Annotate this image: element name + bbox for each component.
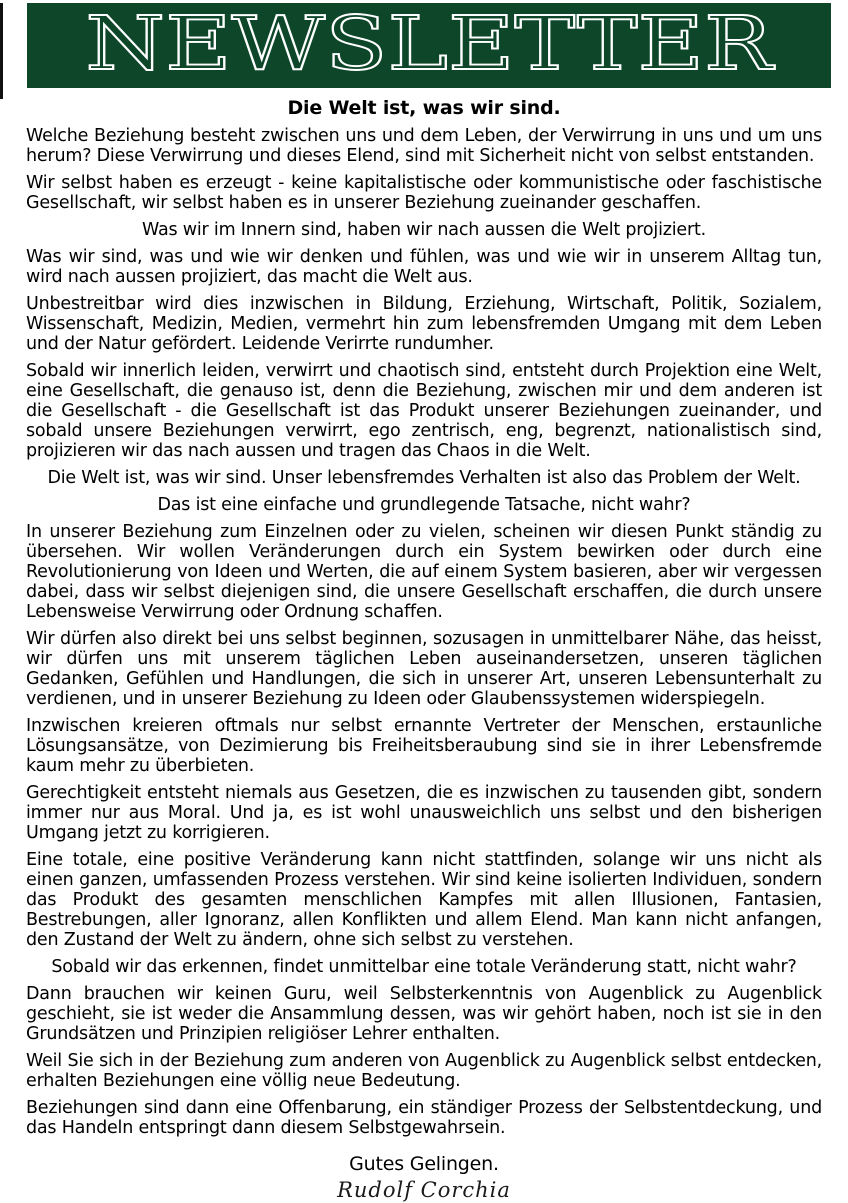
newsletter-wordmark-text: NEWSLETTER (85, 3, 776, 87)
paragraph: Wir selbst haben es erzeugt - keine kapitalistische oder kommunistische oder faschistische Gesellschaft, wir selbst haben es in unserer Beziehung zueinander geschaffen. (26, 173, 822, 213)
paragraph: In unserer Beziehung zum Einzelnen oder zu vielen, scheinen wir diesen Punkt ständig zu übersehen. Wir wollen Veränderungen durch ein System bewirken oder durch eine Revolutionierung von Ideen und Werten, die auf einem System basieren, aber wir vergessen dabei, dass wir selbst diejenigen sind, die unsere Gesellschaft erschaffen, die durch unsere Lebensweise Verwirrung oder Ordnung schaffen. (26, 522, 822, 622)
paragraph: Weil Sie sich in der Beziehung zum anderen von Augenblick zu Augenblick selbst entdecken, erhalten Beziehungen eine völlig neue Bedeutung. (26, 1051, 822, 1091)
paragraph: Wir dürfen also direkt bei uns selbst beginnen, sozusagen in unmittelbarer Nähe, das heisst, wir dürfen uns mit unserem täglichen Leben auseinandersetzen, unseren täglichen Gedanken, Gefühlen und Handlungen, die sich in unserer Art, unseren Lebensunterhalt zu verdienen, und in unserer Beziehung zu Ideen oder Glaubenssystemen widerspiegeln. (26, 629, 822, 709)
paragraph-centered: Sobald wir das erkennen, findet unmittelbar eine totale Veränderung statt, nicht wahr? (51, 957, 797, 977)
paragraph: Welche Beziehung besteht zwischen uns und dem Leben, der Verwirrung in uns und um uns herum? Diese Verwirrung und dieses Elend, sind mit Sicherheit nicht von selbst entstanden. (26, 126, 822, 166)
paragraph: Beziehungen sind dann eine Offenbarung, ein ständiger Prozess der Selbstentdeckung, und das Handeln entspringt dann diesem Selbstgewahrsein. (26, 1098, 822, 1138)
newsletter-banner (27, 3, 831, 88)
paragraph: Dann brauchen wir keinen Guru, weil Selbsterkenntnis von Augenblick zu Augenblick geschieht, sie ist weder die Ansammlung dessen, was wir gehört haben, noch ist sie in den Grundsätzen und Prinzipien religiöser Lehrer enthalten. (26, 984, 822, 1044)
article-title: Die Welt ist, was wir sind. (287, 97, 561, 119)
paragraph-centered: Das ist eine einfache und grundlegende Tatsache, nicht wahr? (157, 495, 691, 515)
paragraph: Gerechtigkeit entsteht niemals aus Gesetzen, die es inzwischen zu tausenden gibt, sondern immer nur aus Moral. Und ja, es ist wohl unausweichlich uns selbst und den bisherigen Umgang jetzt zu korrigieren. (26, 783, 822, 843)
paragraph: Sobald wir innerlich leiden, verwirrt und chaotisch sind, entsteht durch Projektion eine Welt, eine Gesellschaft, die genauso ist, denn die Beziehung, zwischen mir und dem anderen ist die Gesellschaft - die Gesellschaft ist das Produkt unserer Beziehungen zueinander, und sobald unsere Beziehungen verwirrt, ego zentrisch, eng, begrenzt, nationalistisch sind, projizieren wir das nach aussen und tragen das Chaos in die Welt. (26, 361, 822, 461)
paragraph-centered: Die Welt ist, was wir sind. Unser lebensfremdes Verhalten ist also das Problem der Welt. (47, 468, 801, 488)
paragraph: Was wir sind, was und wie wir denken und fühlen, was und wie wir in unserem Alltag tun, wird nach aussen projiziert, das macht die Welt aus. (26, 247, 822, 287)
newsletter-page (0, 3, 848, 1203)
closing-line: Gutes Gelingen. (349, 1153, 499, 1175)
scan-artifact-edge (0, 3, 3, 99)
paragraph-centered: Was wir im Innern sind, haben wir nach aussen die Welt projiziert. (141, 220, 706, 240)
newsletter-wordmark (27, 3, 831, 88)
paragraph: Unbestreitbar wird dies inzwischen in Bildung, Erziehung, Wirtschaft, Politik, Sozialem, Wissenschaft, Medizin, Medien, vermehrt hin zum lebensfremden Umgang mit dem Leben und der Natur gefördert. Leidende Verirrte rundumher. (26, 294, 822, 354)
article-footer (0, 1153, 848, 1202)
paragraph: Eine totale, eine positive Veränderung kann nicht stattfinden, solange wir uns nicht als einen ganzen, umfassenden Prozess verstehen. Wir sind keine isolierten Individuen, sondern das Produkt des gesamten menschlichen Kampfes mit allen Illusionen, Fantasien, Bestrebungen, aller Ignoranz, allen Konflikten und allem Elend. Man kann nicht anfangen, den Zustand der Welt zu ändern, ohne sich selbst zu verstehen. (26, 850, 822, 950)
article-body (0, 126, 848, 1138)
author-signature: Rudolf Corchia (337, 1178, 511, 1202)
paragraph: Inzwischen kreieren oftmals nur selbst ernannte Vertreter der Menschen, erstaunliche Lösungsansätze, von Dezimierung bis Freiheitsberaubung sind sie in ihrer Lebensfremde kaum mehr zu überbieten. (26, 716, 822, 776)
